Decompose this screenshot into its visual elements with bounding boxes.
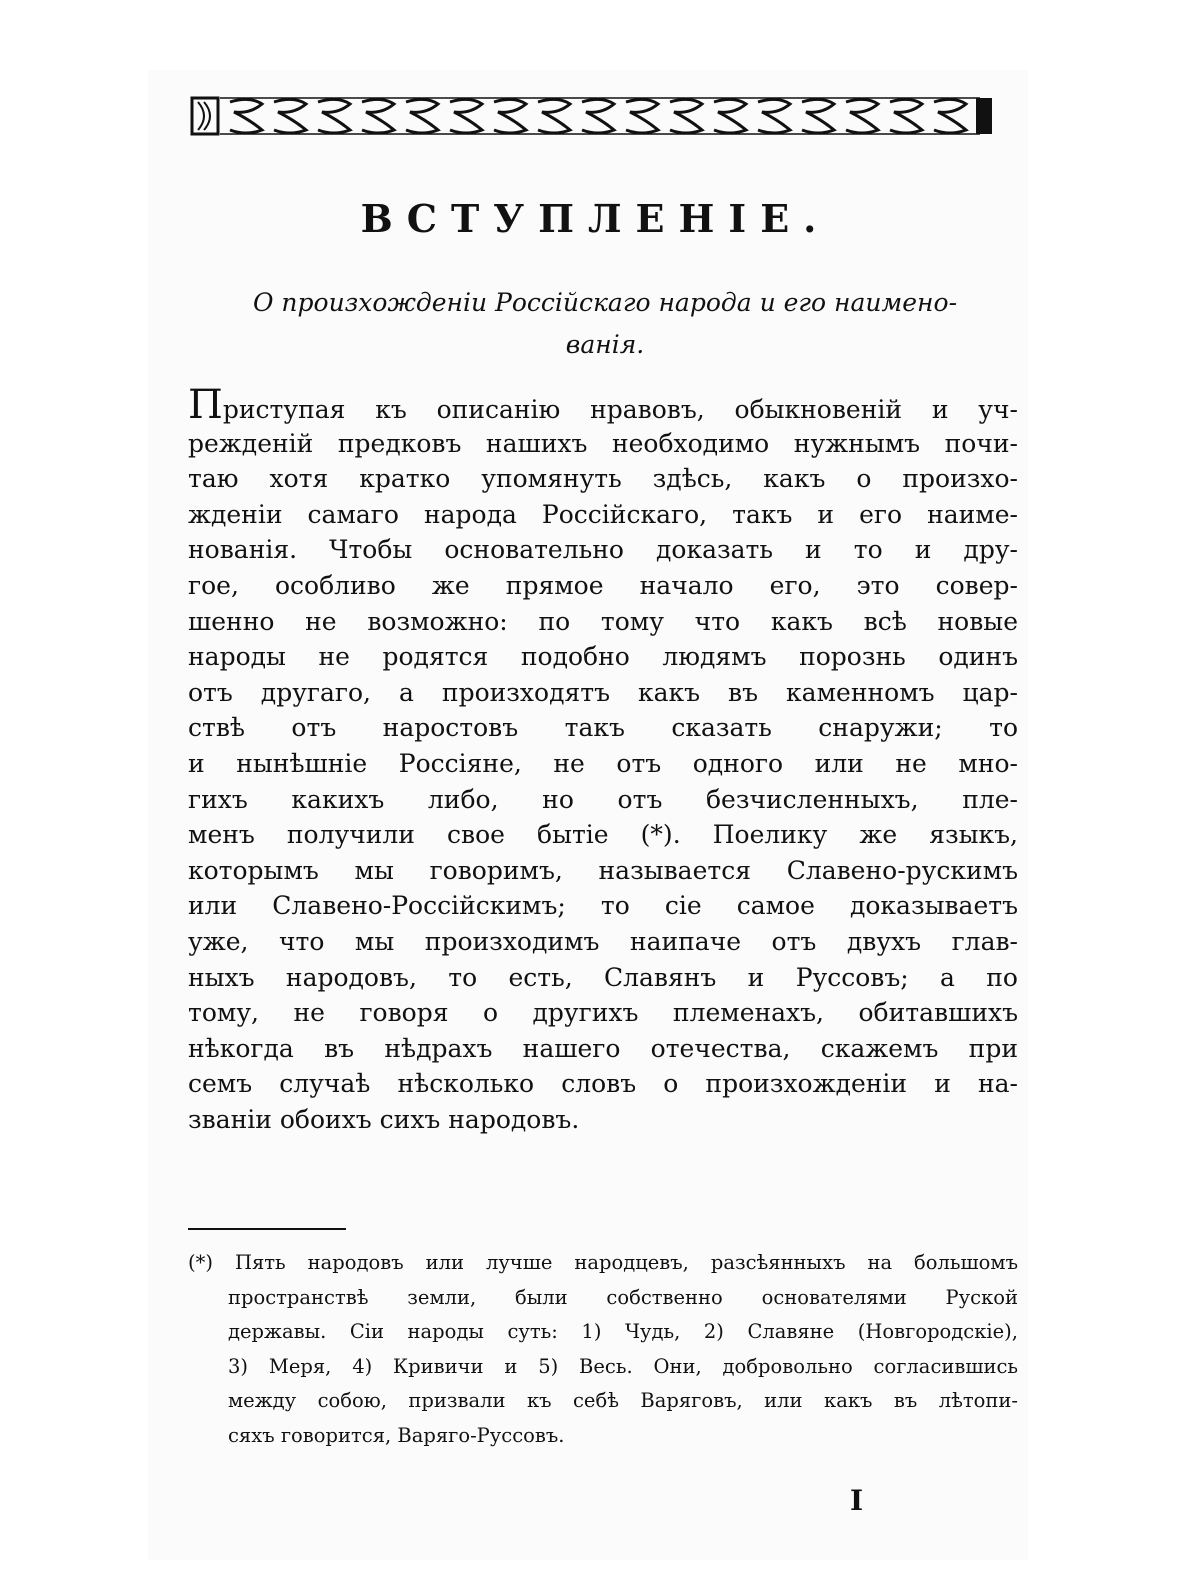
text-line: и нынѣшнiе Россiяне, не отъ одного или не мно- — [188, 748, 1018, 778]
text-line-content: риступая къ описанiю нравовъ, обыкновенiй и уч- — [222, 395, 1018, 424]
chapter-subtitle — [185, 282, 1025, 366]
text-line: которымъ мы говоримъ, называется Славено-рускимъ — [188, 855, 1018, 885]
footnote — [188, 1246, 1018, 1454]
text-line: ныхъ народовъ, то есть, Славянъ и Руссовъ; а по — [188, 962, 1018, 992]
text-line: тому, не говоря о другихъ племенахъ, обитавшихъ — [188, 998, 1018, 1028]
footnote-line: пространствѣ земли, были собственно основателями Руской — [228, 1285, 1018, 1309]
subtitle-line: ванiя. — [565, 330, 645, 359]
footnote-divider — [188, 1228, 346, 1230]
text-line — [188, 382, 1018, 428]
chapter-title: ВСТУПЛЕНIЕ. — [360, 196, 831, 241]
text-line: народы не родятся подобно людямъ порознь одинъ — [188, 642, 1018, 672]
text-line: гихъ какихъ либо, но отъ безчисленныхъ, пле- — [188, 784, 1018, 814]
drop-cap: П — [188, 382, 223, 428]
subtitle-line: О произхожденiи Россiйскаго народа и его наимено- — [252, 288, 958, 317]
text-line: отъ другаго, а произходятъ какъ въ каменномъ цар- — [188, 677, 1018, 707]
main-text — [188, 382, 1018, 1137]
footnote-line: между собою, призвали къ себѣ Варяговъ, или какъ въ лѣтопи- — [228, 1389, 1018, 1413]
footnote-line: сяхъ говорится, Варяго-Руссовъ. — [228, 1423, 565, 1447]
footnote-line: 3) Меря, 4) Кривичи и 5) Весь. Они, добровольно согласившись — [228, 1354, 1018, 1378]
decorative-headpiece — [190, 92, 1000, 140]
footnote-line: державы. Сiи народы суть: 1) Чудь, 2) Славяне (Новгородскiе), — [228, 1320, 1018, 1344]
text-line: менъ получили свое бытiе (*). Поелику же языкъ, — [188, 820, 1018, 850]
text-line: уже, что мы произходимъ наипаче отъ двухъ глав- — [188, 926, 1018, 956]
page-number: I — [850, 1484, 864, 1517]
text-line: таю хотя кратко упомянуть здѣсь, какъ о произхо- — [188, 464, 1018, 494]
text-line: или Славено-Россiйскимъ; то сiе самое доказываетъ — [188, 891, 1018, 921]
text-line: семъ случаѣ нѣсколько словъ о произхожденiи и на- — [188, 1069, 1018, 1099]
text-line: нованiя. Чтобы основательно доказать и то и дру- — [188, 535, 1018, 565]
text-line: гое, особливо же прямое начало его, это совер- — [188, 570, 1018, 600]
text-line: шенно не возможно: по тому что какъ всѣ новые — [188, 606, 1018, 636]
text-line: жденiи самаго народа Россiйскаго, такъ и его наиме- — [188, 499, 1018, 529]
text-line: званiи обоихъ сихъ народовъ. — [188, 1104, 580, 1134]
text-line: режденiй предковъ нашихъ необходимо нужнымъ почи- — [188, 428, 1018, 458]
text-line: ствѣ отъ наростовъ такъ сказать снаружи; то — [188, 713, 1018, 743]
footnote-line: (*) Пять народовъ или лучше народцевъ, разсѣянныхъ на большомъ — [188, 1251, 1018, 1274]
text-line: нѣкогда въ нѣдрахъ нашего отечества, скажемъ при — [188, 1033, 1018, 1063]
